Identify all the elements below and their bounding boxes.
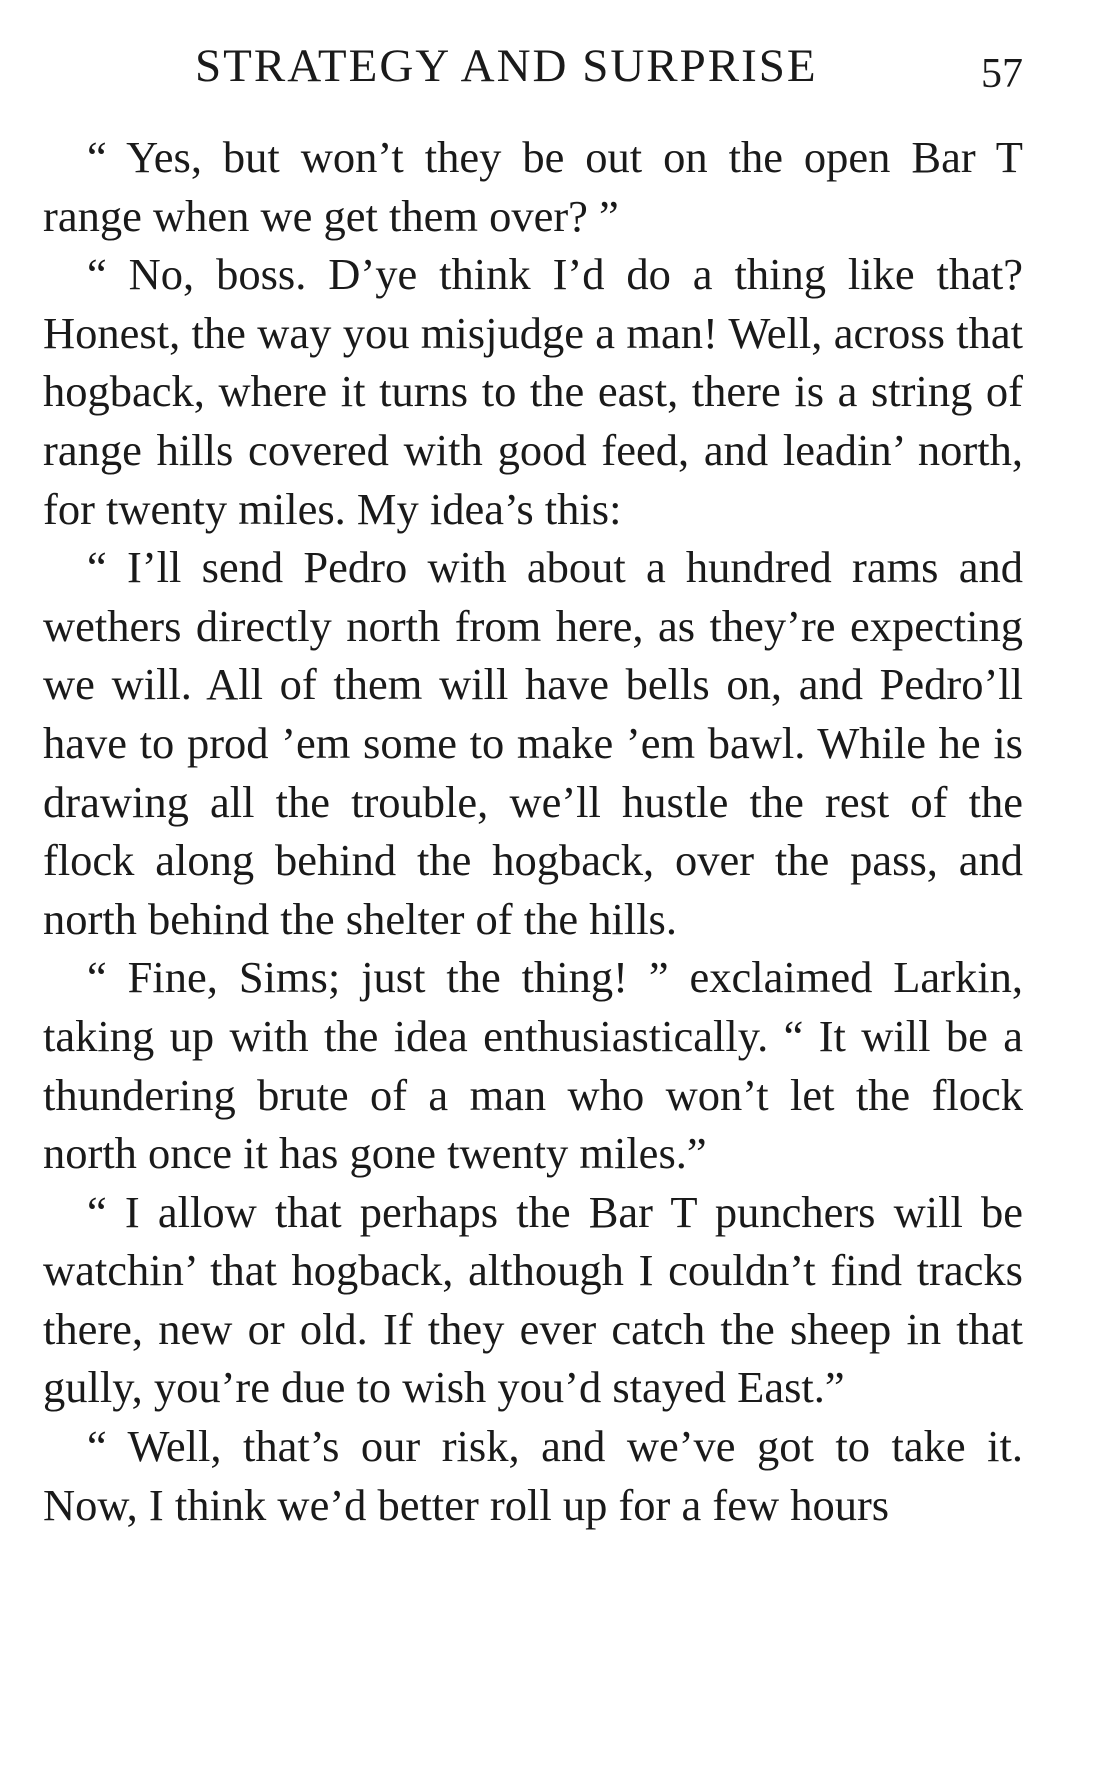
running-title: STRATEGY AND SURPRISE — [195, 40, 818, 92]
paragraph: “ Yes, but won’t they be out on the open Bar T range when we get them over? ” — [43, 132, 1023, 241]
running-header — [0, 36, 1115, 96]
page-number: 57 — [981, 51, 1023, 97]
body-text — [43, 128, 1023, 1534]
paragraph: “ No, boss. D’ye think I’d do a thing like that? Honest, the way you misjudge a man! Well, across that hogback, where it turns to the east, there is a string of range hills covered with good feed, and leadin’ north, for twenty miles. My idea’s this: — [43, 249, 1023, 534]
paragraph: “ I allow that perhaps the Bar T punchers will be watchin’ that hogback, although I couldn’t find tracks there, new or old. If they ever catch the sheep in that gully, you’re due to wish you’d stayed East.” — [43, 1186, 1023, 1413]
paragraph: “ Fine, Sims; just the thing! ” exclaimed Larkin, taking up with the idea enthusiastically. “ It will be a thundering brute of a man who won’t let the flock north once it has gone twenty miles.” — [43, 952, 1023, 1179]
paragraph: “ Well, that’s our risk, and we’ve got to take it. Now, I think we’d better roll up for a few hours — [43, 1421, 1023, 1530]
paragraph: “ I’ll send Pedro with about a hundred rams and wethers directly north from here, as they’re expecting we will. All of them will have bells on, and Pedro’ll have to prod ’em some to make ’em bawl. While he is drawing all the trouble, we’ll hustle the rest of the flock along behind the hogback, over the pass, and north behind the shelter of the hills. — [43, 542, 1023, 944]
